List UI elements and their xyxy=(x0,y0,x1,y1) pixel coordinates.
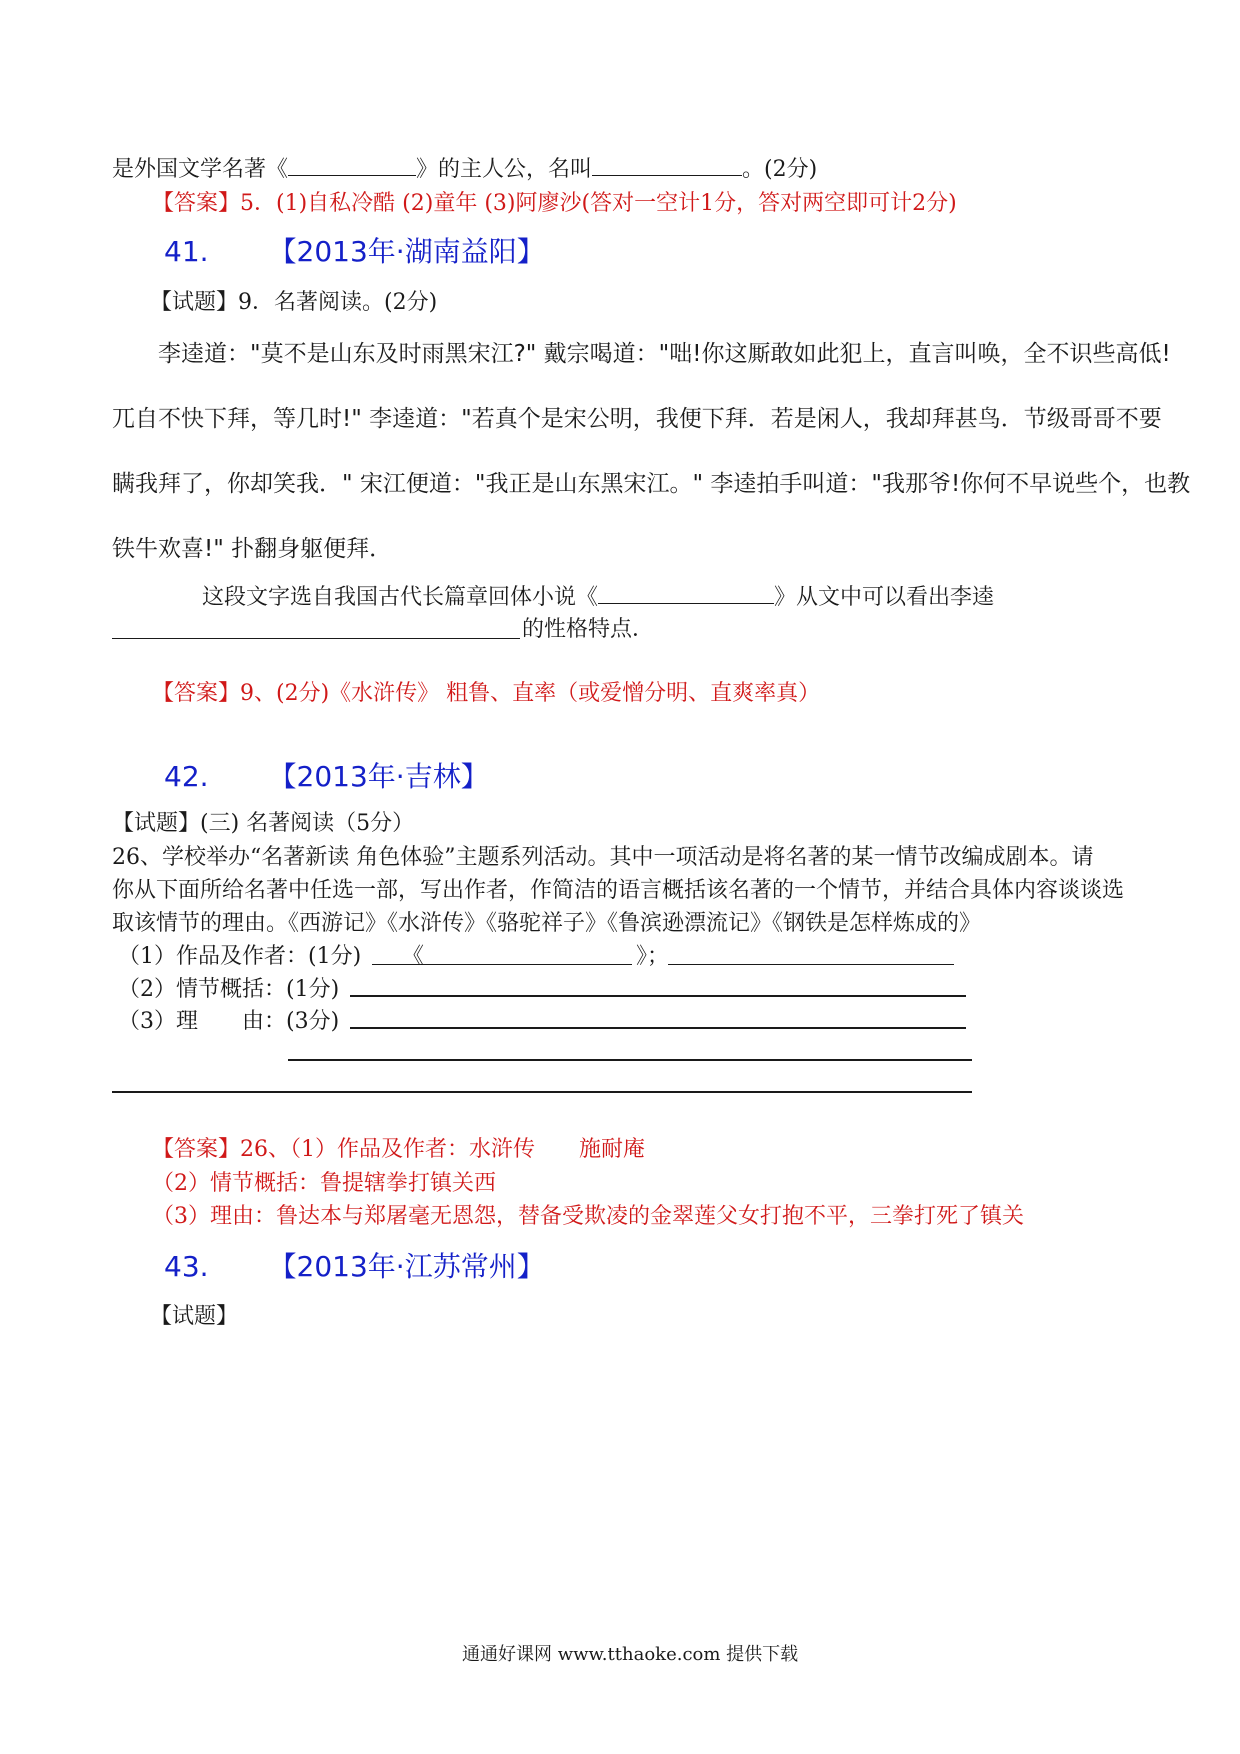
answer-line xyxy=(112,1091,972,1093)
q41-passage-line-3: 瞒我拜了，你却笑我．" 宋江便道："我正是山东黑宋江。" 李逵拍手叫道："我那爷!你何不早说些个，也教 xyxy=(112,471,1191,497)
q42-body-line-2: 你从下面所给名著中任选一部，写出作者，作简洁的语言概括该名著的一个情节，并结合具体内容谈谈选 xyxy=(112,878,1125,903)
answer-blank xyxy=(112,638,520,639)
q42-item-1-close: 》； xyxy=(636,944,670,969)
q41-prompt: 【试题】9．名著阅读。(2分) xyxy=(150,290,438,315)
q43-heading: 43. 【2013年·江苏常州】 xyxy=(164,1250,545,1283)
q42-heading: 42. 【2013年·吉林】 xyxy=(164,760,489,793)
q42-answer-line-1: 【答案】26、（1）作品及作者：水浒传 施耐庵 xyxy=(152,1137,646,1162)
q41-heading: 41. 【2013年·湖南益阳】 xyxy=(164,235,545,268)
q42-answer-line-2: （2）情节概括：鲁提辖拳打镇关西 xyxy=(152,1171,496,1196)
answer-blank xyxy=(598,581,774,604)
q41-passage-line-1: 李逵道："莫不是山东及时雨黑宋江?" 戴宗喝道："咄!你这厮敢如此犯上，直言叫唤，全不识些高低! xyxy=(158,341,1171,367)
page-footer: 通通好课网 www.tthaoke.com 提供下载 xyxy=(462,1644,799,1665)
answer-blank xyxy=(288,153,416,176)
answer-blank xyxy=(668,964,954,965)
q42-answer-line-3: （3）理由：鲁达本与郑屠毫无恩怨，替备受欺凌的金翠莲父女打抱不平，三拳打死了镇关 xyxy=(152,1204,1025,1229)
q43-label: 【试题】 xyxy=(150,1304,239,1329)
q42-body-line-1: 26、学校举办“名著新读 角色体验”主题系列活动。其中一项活动是将名著的某一情节改编成剧本。请 xyxy=(112,845,1094,870)
prev-answer: 【答案】5．(1)自私冷酷 (2)童年 (3)阿廖沙(答对一空计1分，答对两空即可计2分) xyxy=(152,191,957,216)
q41-fill-line: 这段文字选自我国古代长篇章回体小说《 》从文中可以看出李逵 xyxy=(202,580,994,611)
answer-line xyxy=(350,995,966,997)
q41-passage-line-2: 兀自不快下拜，等几时!" 李逵道："若真个是宋公明，我便下拜．若是闲人，我却拜甚鸟．节级哥哥不要 xyxy=(112,406,1162,432)
q41-fill-tail: 的性格特点． xyxy=(522,617,655,642)
q42-prompt: 【试题】(三) 名著阅读（5分） xyxy=(112,811,415,836)
answer-line xyxy=(350,1027,966,1029)
q42-body-line-3: 取该情节的理由。《西游记》《水浒传》《骆驼祥子》《鲁滨逊漂流记》《钢铁是怎样炼成的》 xyxy=(112,911,982,936)
q42-item-1: （1）作品及作者：(1分) xyxy=(118,944,362,969)
q41-passage-line-4: 铁牛欢喜!" 扑翻身躯便拜． xyxy=(112,536,393,562)
q42-item-3: （3）理 由：(3分) xyxy=(118,1009,340,1034)
q42-item-1-open: 《 xyxy=(402,944,425,969)
answer-line xyxy=(288,1059,972,1061)
q41-answer: 【答案】9、(2分)《水浒传》 粗鲁、直率（或爱憎分明、直爽率真） xyxy=(152,681,821,706)
q42-item-2: （2）情节概括：(1分) xyxy=(118,977,340,1002)
prev-question-line: 是外国文学名著《 》的主人公，名叫 。(2分) xyxy=(112,152,817,183)
answer-blank xyxy=(592,153,742,176)
